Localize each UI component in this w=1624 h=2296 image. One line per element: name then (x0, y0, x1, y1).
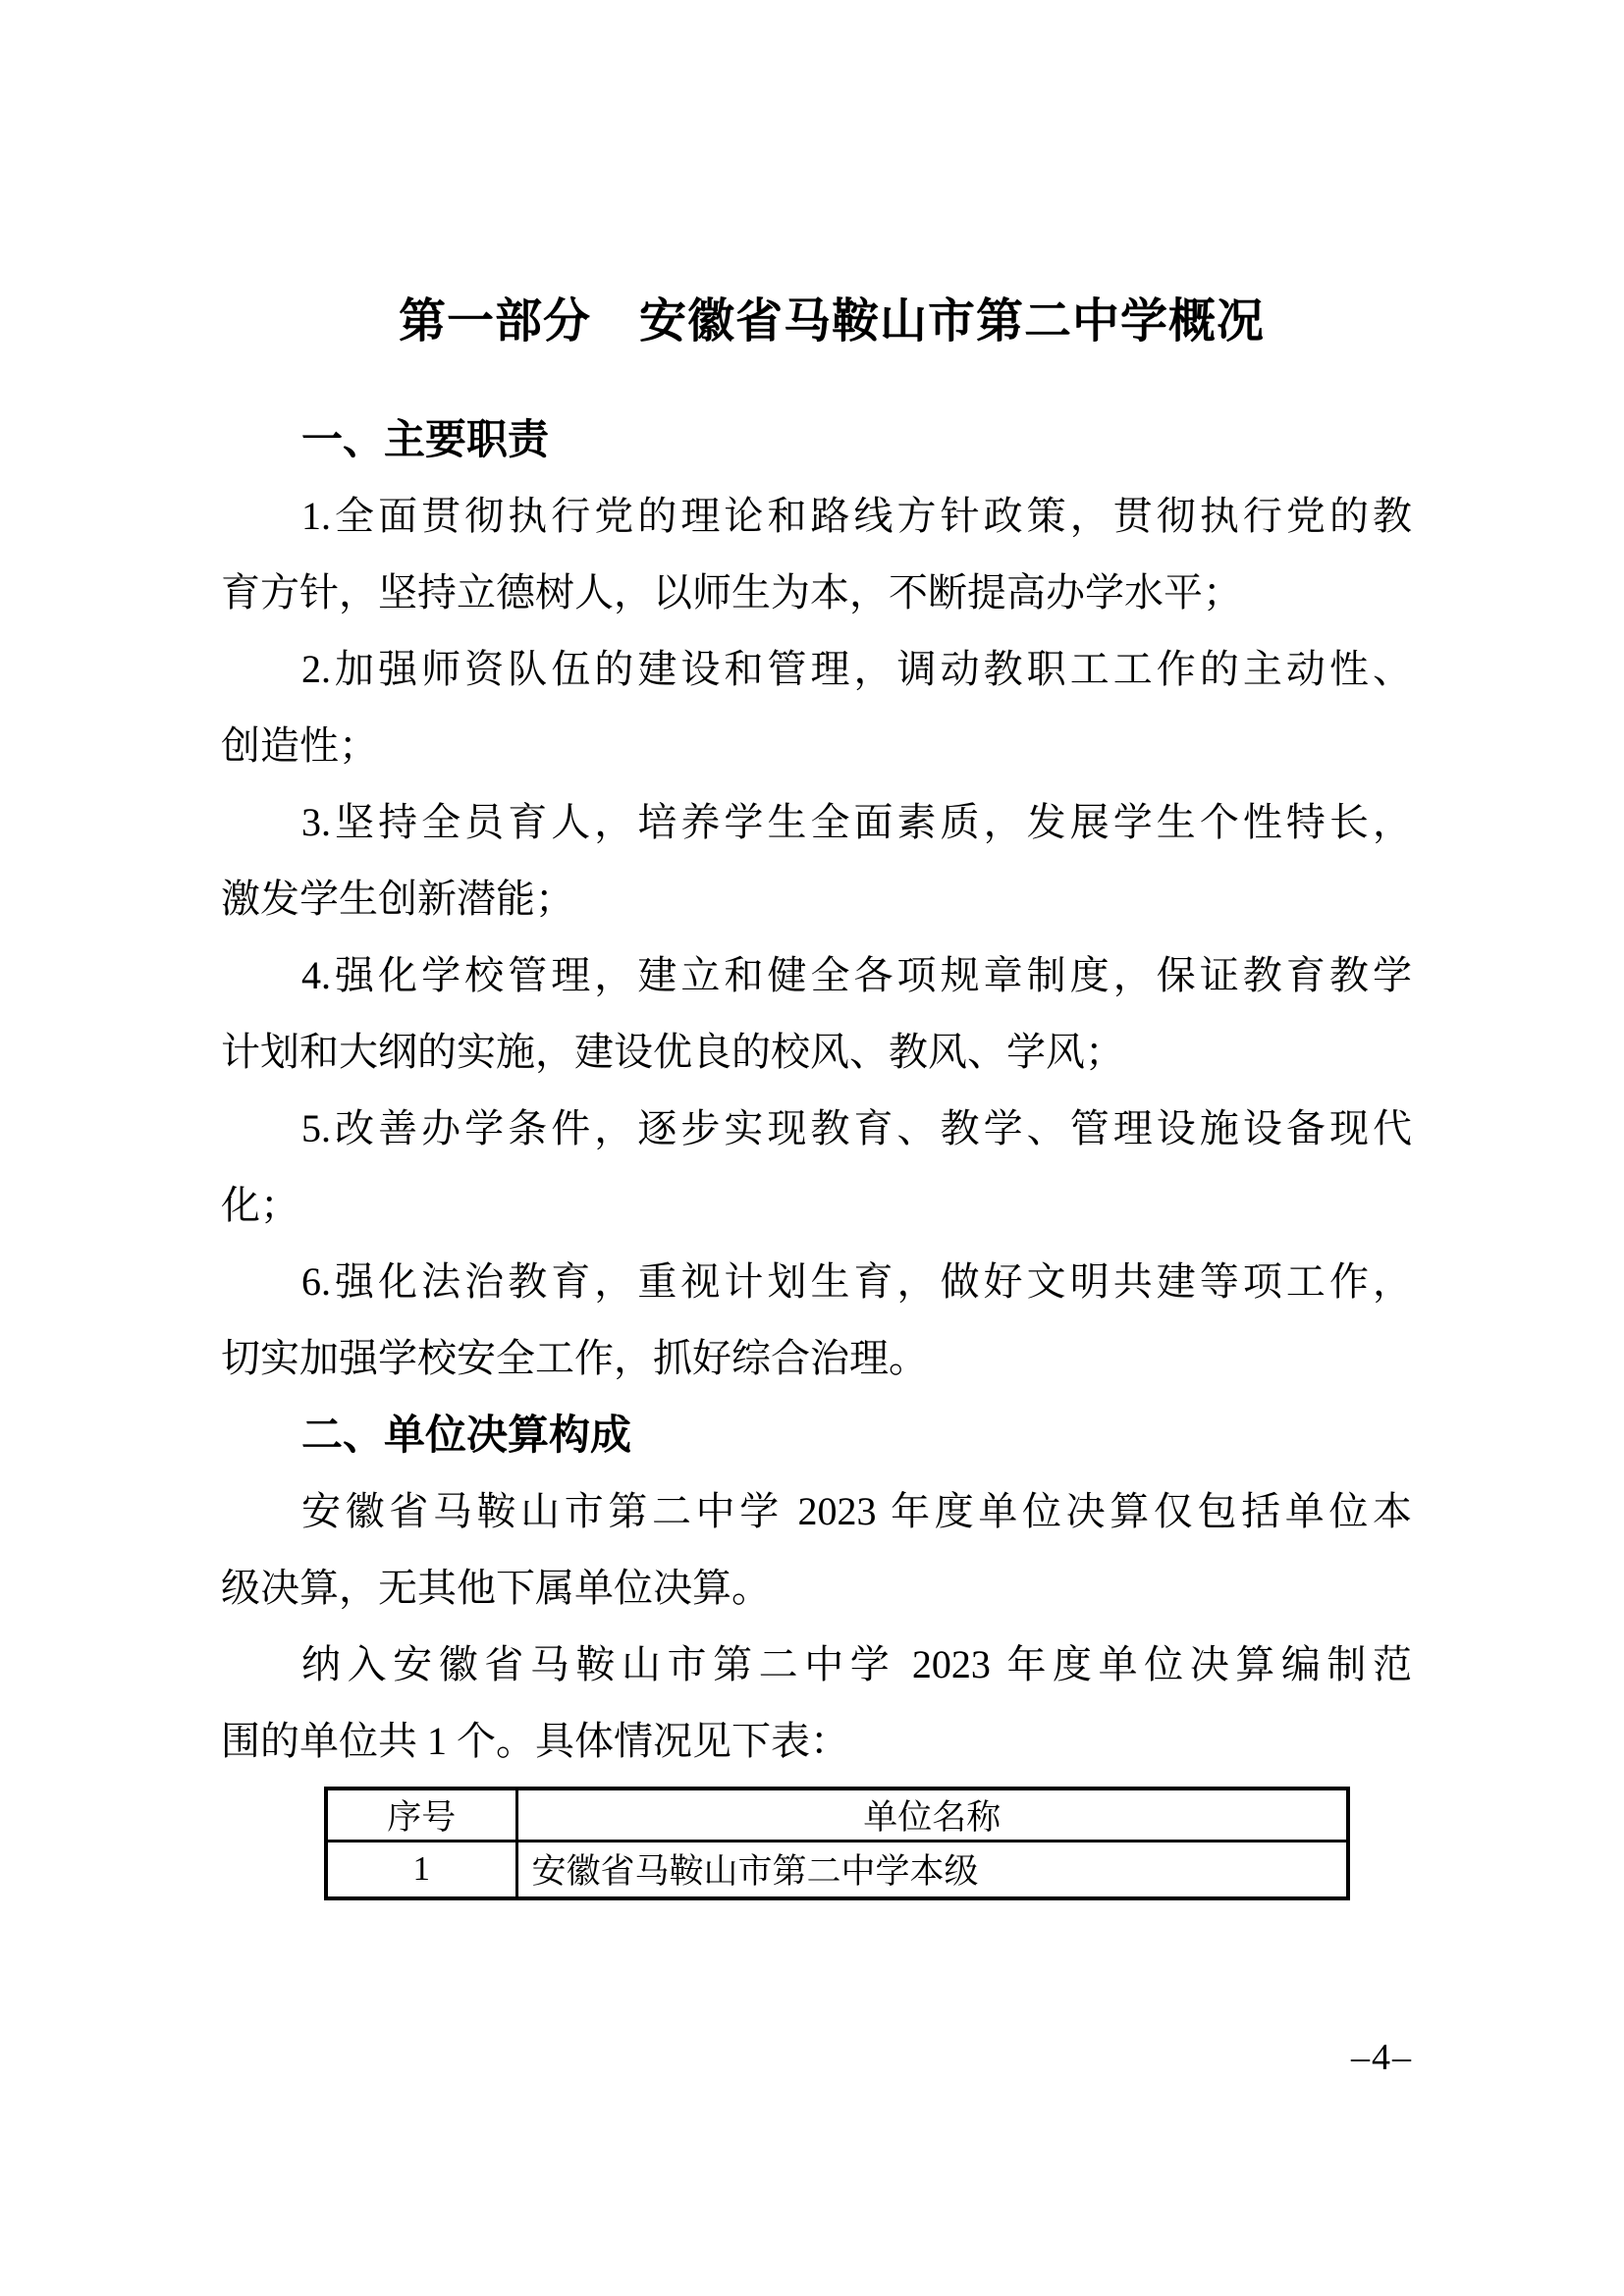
body-line: 切实加强学校安全工作，抓好综合治理。 (221, 1336, 928, 1380)
section-heading-final-accounts-composition: 二、单位决算构成 (301, 1412, 632, 1458)
body-line: 围的单位共 1 个。具体情况见下表： (221, 1719, 849, 1763)
table-row (326, 1842, 1348, 1898)
body-line: 6.强化法治教育，重视计划生育，做好文明共建等项工作， (301, 1259, 1412, 1304)
table-header-index: 序号 (326, 1789, 516, 1842)
body-line: 育方针，坚持立德树人，以师生为本，不断提高办学水平； (221, 570, 1242, 614)
body-line: 级决算，无其他下属单位决算。 (221, 1566, 771, 1610)
unit-name-cell: 安徽省马鞍山市第二中学本级 (516, 1842, 1348, 1898)
unit-index-cell: 1 (326, 1842, 516, 1898)
table-header-row (326, 1789, 1348, 1842)
table-header-unit-name: 单位名称 (516, 1789, 1348, 1842)
body-line: 安徽省马鞍山市第二中学 2023 年度单位决算仅包括单位本 (301, 1489, 1412, 1533)
body-line: 创造性； (221, 723, 378, 768)
body-line: 5.改善办学条件，逐步实现教育、教学、管理设施设备现代 (301, 1106, 1412, 1150)
body-line: 1.全面贯彻执行党的理论和路线方针政策，贯彻执行党的教 (301, 494, 1412, 538)
page-number: –4– (1351, 2037, 1413, 2078)
body-line: 3.坚持全员育人，培养学生全面素质，发展学生个性特长， (301, 800, 1412, 844)
body-line: 化； (221, 1183, 299, 1227)
units-table (324, 1787, 1350, 1900)
body-line: 纳入安徽省马鞍山市第二中学 2023 年度单位决算编制范 (301, 1642, 1412, 1686)
body-line: 2.加强师资队伍的建设和管理，调动教职工工作的主动性、 (301, 647, 1412, 691)
body-line: 4.强化学校管理，建立和健全各项规章制度，保证教育教学 (301, 953, 1412, 997)
body-line: 计划和大纲的实施，建设优良的校风、教风、学风； (221, 1030, 1124, 1074)
page-title: 第一部分 安徽省马鞍山市第二中学概况 (398, 295, 1265, 347)
section-heading-main-duties: 一、主要职责 (301, 416, 550, 462)
body-line: 激发学生创新潜能； (221, 877, 574, 921)
